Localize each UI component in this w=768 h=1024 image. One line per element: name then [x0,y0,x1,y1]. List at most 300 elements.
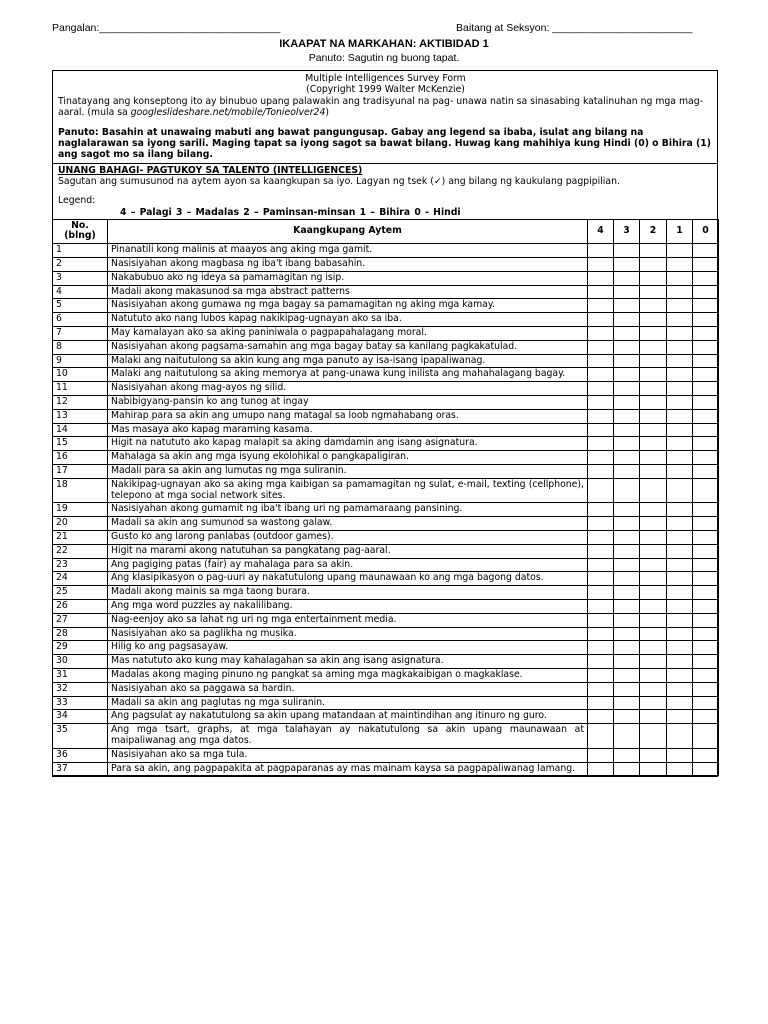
table-row [53,382,719,396]
item-text: Malaki ang naitutulong sa akin kung ang mga panuto ay isa-isang ipapaliwanag. [108,354,588,368]
answer-cell-1[interactable] [667,762,693,776]
survey-table [52,219,719,777]
item-text: Madali akong makasunod sa mga abstract patterns [108,285,588,299]
part-heading: UNANG BAHAGI- PAGTUKOY SA TALENTO (INTELLIGENCES) [58,164,363,176]
item-number: 33 [53,696,108,710]
answer-cell-4[interactable] [588,478,614,503]
answer-cell-2[interactable] [640,530,667,544]
answer-cell-2[interactable] [640,271,667,285]
answer-cell-3[interactable] [614,544,640,558]
table-row [53,627,719,641]
answer-cell-4[interactable] [588,530,614,544]
table-row [53,710,719,724]
item-text: Hilig ko ang pagsasayaw. [108,641,588,655]
answer-cell-0[interactable] [693,627,719,641]
answer-cell-3[interactable] [614,503,640,517]
intro-source: googleslideshare.net/mobile/Tonieolver24 [130,107,326,119]
table-row [53,724,719,749]
answer-cell-4[interactable] [588,437,614,451]
answer-cell-4[interactable] [588,409,614,423]
grade-section-field[interactable]: Baitang at Seksyon: ________________________ [456,22,693,34]
answer-cell-2[interactable] [640,627,667,641]
answer-cell-1[interactable] [667,544,693,558]
item-text: Pinanatili kong malinis at maayos ang aking mga gamit. [108,244,588,258]
answer-cell-4[interactable] [588,762,614,776]
item-text: May kamalayan ako sa aking paniniwala o pagpapahalagang moral. [108,327,588,341]
item-number: 7 [53,327,108,341]
item-number: 21 [53,530,108,544]
answer-cell-2[interactable] [640,572,667,586]
answer-cell-0[interactable] [693,762,719,776]
answer-cell-2[interactable] [640,396,667,410]
answer-cell-3[interactable] [614,641,640,655]
item-text: Ang mga word puzzles ay nakalilibang. [108,599,588,613]
answer-cell-3[interactable] [614,558,640,572]
item-number: 14 [53,423,108,437]
answer-cell-0[interactable] [693,517,719,531]
table-row [53,641,719,655]
answer-cell-0[interactable] [693,258,719,272]
answer-cell-1[interactable] [667,258,693,272]
legend-values: 4 – Palagi 3 – Madalas 2 – Paminsan-minsan 1 – Bihira 0 - Hindi [120,207,461,219]
answer-cell-4[interactable] [588,696,614,710]
table-row [53,340,719,354]
answer-cell-1[interactable] [667,451,693,465]
answer-cell-0[interactable] [693,572,719,586]
answer-cell-2[interactable] [640,244,667,258]
item-number: 5 [53,299,108,313]
answer-cell-0[interactable] [693,368,719,382]
table-row [53,313,719,327]
table-row [53,613,719,627]
answer-cell-4[interactable] [588,271,614,285]
answer-cell-2[interactable] [640,382,667,396]
answer-cell-4[interactable] [588,682,614,696]
answer-cell-4[interactable] [588,340,614,354]
answer-cell-2[interactable] [640,368,667,382]
answer-cell-1[interactable] [667,368,693,382]
answer-cell-2[interactable] [640,437,667,451]
answer-cell-3[interactable] [614,423,640,437]
item-text: Nakabubuo ako ng ideya sa pamamagitan ng isip. [108,271,588,285]
item-number: 16 [53,451,108,465]
item-number: 30 [53,655,108,669]
answer-cell-3[interactable] [614,530,640,544]
answer-cell-0[interactable] [693,437,719,451]
answer-cell-0[interactable] [693,530,719,544]
answer-cell-4[interactable] [588,285,614,299]
answer-cell-2[interactable] [640,682,667,696]
answer-cell-1[interactable] [667,340,693,354]
item-number: 31 [53,668,108,682]
item-number: 22 [53,544,108,558]
answer-cell-1[interactable] [667,327,693,341]
answer-cell-0[interactable] [693,544,719,558]
answer-cell-3[interactable] [614,271,640,285]
answer-cell-0[interactable] [693,586,719,600]
answer-cell-1[interactable] [667,423,693,437]
answer-cell-0[interactable] [693,354,719,368]
table-row [53,368,719,382]
answer-cell-2[interactable] [640,451,667,465]
answer-cell-0[interactable] [693,465,719,479]
table-row [53,244,719,258]
answer-cell-4[interactable] [588,327,614,341]
table-row [53,682,719,696]
item-number: 32 [53,682,108,696]
form-title: Multiple Intelligences Survey Form [305,73,466,84]
answer-cell-0[interactable] [693,503,719,517]
answer-cell-2[interactable] [640,613,667,627]
item-text: Ang klasipikasyon o pag-uuri ay nakatutulong upang maunawaan ko ang mga bagong datos. [108,572,588,586]
item-number: 8 [53,340,108,354]
answer-cell-3[interactable] [614,627,640,641]
answer-cell-1[interactable] [667,517,693,531]
answer-cell-1[interactable] [667,599,693,613]
answer-cell-0[interactable] [693,409,719,423]
item-text: Mahalaga sa akin ang mga isyung ekolohikal o pangkapaligiran. [108,451,588,465]
answer-cell-1[interactable] [667,627,693,641]
answer-cell-4[interactable] [588,710,614,724]
item-text: Madali para sa akin ang lumutas ng mga suliranin. [108,465,588,479]
answer-cell-4[interactable] [588,244,614,258]
answer-cell-0[interactable] [693,682,719,696]
answer-cell-2[interactable] [640,748,667,762]
answer-cell-1[interactable] [667,313,693,327]
answer-cell-2[interactable] [640,327,667,341]
form-intro [58,96,713,119]
item-text: Higit na marami akong natutuhan sa pangkatang pag-aaral. [108,544,588,558]
intro-text: Tinatayang ang konseptong ito ay binubuo upang palawakin ang tradisyunal na pag- unawa natin sa sinasabing katalinuhan ng mga mag-aaral. (mula sa [58,95,703,119]
table-row [53,655,719,669]
answer-cell-1[interactable] [667,285,693,299]
answer-cell-2[interactable] [640,423,667,437]
answer-cell-2[interactable] [640,696,667,710]
answer-cell-1[interactable] [667,682,693,696]
item-text: Nakikipag-ugnayan ako sa aking mga kaibigan sa pamamagitan ng sulat, e-mail, texting (cellphone), telepono at mga social network sites. [108,478,588,503]
answer-cell-3[interactable] [614,451,640,465]
answer-cell-4[interactable] [588,299,614,313]
item-text: Nasisiyahan ako sa paglikha ng musika. [108,627,588,641]
answer-cell-3[interactable] [614,299,640,313]
answer-cell-1[interactable] [667,354,693,368]
answer-cell-1[interactable] [667,478,693,503]
answer-cell-2[interactable] [640,641,667,655]
item-text: Nasisiyahan akong mag-ayos ng silid. [108,382,588,396]
answer-cell-2[interactable] [640,599,667,613]
intro-end: ) [325,107,330,119]
table-row [53,558,719,572]
answer-cell-3[interactable] [614,285,640,299]
answer-cell-4[interactable] [588,724,614,749]
item-text: Nasisiyahan akong magbasa ng iba't ibang babasahin. [108,258,588,272]
item-text: Malaki ang naitutulong sa aking memorya at pang-unawa kung inilista ang mahahalagang bagay. [108,368,588,382]
answer-cell-4[interactable] [588,503,614,517]
item-text: Mas masaya ako kapag maraming kasama. [108,423,588,437]
item-number: 27 [53,613,108,627]
answer-cell-2[interactable] [640,354,667,368]
answer-cell-3[interactable] [614,599,640,613]
page-instruction: Panuto: Sagutin ng buong tapat. [308,52,460,64]
item-text: Nabibigyang-pansin ko ang tunog at ingay [108,396,588,410]
answer-cell-0[interactable] [693,641,719,655]
answer-cell-0[interactable] [693,382,719,396]
answer-cell-1[interactable] [667,271,693,285]
answer-cell-0[interactable] [693,668,719,682]
item-text: Ang pagsulat ay nakatutulong sa akin upang matandaan at maintindihan ang itinuro ng guro. [108,710,588,724]
name-field[interactable]: Pangalan:_______________________________ [52,22,281,34]
answer-cell-0[interactable] [693,655,719,669]
item-text: Natututo ako nang lubos kapag nakikipag-ugnayan ako sa iba. [108,313,588,327]
column-header-no: No. (blng) [53,219,108,244]
answer-cell-1[interactable] [667,503,693,517]
answer-cell-2[interactable] [640,558,667,572]
answer-cell-4[interactable] [588,558,614,572]
answer-cell-0[interactable] [693,478,719,503]
table-row [53,586,719,600]
answer-cell-3[interactable] [614,465,640,479]
answer-cell-3[interactable] [614,437,640,451]
answer-cell-2[interactable] [640,465,667,479]
answer-cell-1[interactable] [667,696,693,710]
answer-cell-0[interactable] [693,313,719,327]
column-header-item: Kaangkupang Aytem [108,219,588,244]
answer-cell-3[interactable] [614,748,640,762]
answer-cell-3[interactable] [614,313,640,327]
answer-cell-2[interactable] [640,724,667,749]
answer-cell-0[interactable] [693,285,719,299]
form-panuto: Panuto: Basahin at unawaing mabuti ang bawat pangungusap. Gabay ang legend sa ibaba, isulat ang bilang na naglalarawan sa iyong sarili. Maging tapat sa iyong sagot sa bawat bilang. Huwag kang mahihiya kung Hindi (0) o Bihira (1) ang sagot mo sa ilang bilang. [58,126,711,161]
answer-cell-1[interactable] [667,641,693,655]
answer-cell-3[interactable] [614,396,640,410]
answer-cell-0[interactable] [693,340,719,354]
item-number: 12 [53,396,108,410]
answer-cell-1[interactable] [667,409,693,423]
answer-cell-2[interactable] [640,503,667,517]
item-number: 1 [53,244,108,258]
answer-cell-0[interactable] [693,244,719,258]
answer-cell-3[interactable] [614,668,640,682]
answer-cell-1[interactable] [667,437,693,451]
item-number: 15 [53,437,108,451]
answer-cell-4[interactable] [588,627,614,641]
answer-cell-0[interactable] [693,327,719,341]
item-number: 37 [53,762,108,776]
item-number: 34 [53,710,108,724]
answer-cell-3[interactable] [614,368,640,382]
table-row [53,327,719,341]
answer-cell-4[interactable] [588,613,614,627]
table-row [53,409,719,423]
answer-cell-2[interactable] [640,299,667,313]
item-number: 18 [53,478,108,503]
item-text: Gusto ko ang larong panlabas (outdoor games). [108,530,588,544]
item-number: 19 [53,503,108,517]
answer-cell-1[interactable] [667,655,693,669]
answer-cell-3[interactable] [614,613,640,627]
item-text: Madali sa akin ang sumunod sa wastong galaw. [108,517,588,531]
answer-cell-1[interactable] [667,724,693,749]
answer-cell-4[interactable] [588,354,614,368]
answer-cell-2[interactable] [640,478,667,503]
answer-cell-0[interactable] [693,599,719,613]
answer-cell-4[interactable] [588,517,614,531]
answer-cell-1[interactable] [667,244,693,258]
answer-cell-3[interactable] [614,517,640,531]
table-row [53,285,719,299]
answer-cell-4[interactable] [588,586,614,600]
answer-cell-0[interactable] [693,724,719,749]
answer-cell-3[interactable] [614,724,640,749]
table-row [53,696,719,710]
answer-cell-2[interactable] [640,517,667,531]
answer-cell-4[interactable] [588,423,614,437]
answer-cell-4[interactable] [588,368,614,382]
table-row [53,271,719,285]
answer-cell-2[interactable] [640,544,667,558]
answer-cell-0[interactable] [693,271,719,285]
table-row [53,396,719,410]
answer-cell-4[interactable] [588,748,614,762]
answer-cell-1[interactable] [667,299,693,313]
item-number: 3 [53,271,108,285]
item-number: 11 [53,382,108,396]
item-text: Nasisiyahan ako sa mga tula. [108,748,588,762]
item-number: 4 [53,285,108,299]
answer-cell-2[interactable] [640,258,667,272]
answer-cell-1[interactable] [667,572,693,586]
column-header-1: 1 [667,219,693,244]
item-text: Nasisiyahan ako sa paggawa sa hardin. [108,682,588,696]
table-row [53,503,719,517]
table-row [53,299,719,313]
answer-cell-0[interactable] [693,423,719,437]
item-number: 29 [53,641,108,655]
answer-cell-3[interactable] [614,655,640,669]
answer-cell-3[interactable] [614,327,640,341]
answer-cell-0[interactable] [693,396,719,410]
answer-cell-3[interactable] [614,258,640,272]
answer-cell-2[interactable] [640,340,667,354]
answer-cell-1[interactable] [667,558,693,572]
answer-cell-3[interactable] [614,572,640,586]
legend-label: Legend: [58,195,96,207]
answer-cell-0[interactable] [693,748,719,762]
answer-cell-1[interactable] [667,530,693,544]
part-instruction: Sagutan ang sumusunod na aytem ayon sa kaangkupan sa iyo. Lagyan ng tsek (✓) ang bilang ng kaukulang pagpipilian. [58,176,620,188]
answer-cell-4[interactable] [588,258,614,272]
answer-cell-4[interactable] [588,313,614,327]
answer-cell-3[interactable] [614,696,640,710]
answer-cell-0[interactable] [693,613,719,627]
answer-cell-4[interactable] [588,655,614,669]
answer-cell-0[interactable] [693,451,719,465]
answer-cell-3[interactable] [614,710,640,724]
table-row [53,544,719,558]
item-text: Nag-eenjoy ako sa lahat ng uri ng mga entertainment media. [108,613,588,627]
table-row [53,423,719,437]
table-row [53,599,719,613]
answer-cell-1[interactable] [667,465,693,479]
item-number: 23 [53,558,108,572]
answer-cell-3[interactable] [614,682,640,696]
answer-cell-1[interactable] [667,396,693,410]
answer-cell-0[interactable] [693,558,719,572]
answer-cell-3[interactable] [614,586,640,600]
table-row [53,354,719,368]
answer-cell-1[interactable] [667,586,693,600]
answer-cell-4[interactable] [588,599,614,613]
answer-cell-3[interactable] [614,354,640,368]
item-number: 28 [53,627,108,641]
answer-cell-2[interactable] [640,586,667,600]
answer-cell-4[interactable] [588,396,614,410]
answer-cell-3[interactable] [614,409,640,423]
answer-cell-2[interactable] [640,409,667,423]
answer-cell-3[interactable] [614,382,640,396]
answer-cell-1[interactable] [667,668,693,682]
answer-cell-1[interactable] [667,613,693,627]
column-header-3: 3 [614,219,640,244]
table-row [53,258,719,272]
answer-cell-2[interactable] [640,313,667,327]
table-row [53,748,719,762]
answer-cell-2[interactable] [640,762,667,776]
column-header-0: 0 [693,219,719,244]
item-text: Nasisiyahan akong gumamit ng iba't ibang uri ng pamamaraang pansining. [108,503,588,517]
answer-cell-2[interactable] [640,285,667,299]
item-text: Ang pagiging patas (fair) ay mahalaga para sa akin. [108,558,588,572]
answer-cell-4[interactable] [588,451,614,465]
answer-cell-4[interactable] [588,544,614,558]
answer-cell-2[interactable] [640,710,667,724]
table-row [53,478,719,503]
survey-form [52,70,718,777]
item-text: Nasisiyahan akong gumawa ng mga bagay sa pamamagitan ng aking mga kamay. [108,299,588,313]
answer-cell-4[interactable] [588,465,614,479]
form-copyright: (Copyright 1999 Walter McKenzie) [306,84,465,96]
item-number: 9 [53,354,108,368]
item-text: Mas natututo ako kung may kahalagahan sa akin ang isang asignatura. [108,655,588,669]
answer-cell-3[interactable] [614,478,640,503]
answer-cell-4[interactable] [588,641,614,655]
table-row [53,762,719,776]
item-text: Madali sa akin ang paglutas ng mga suliranin. [108,696,588,710]
answer-cell-4[interactable] [588,668,614,682]
answer-cell-0[interactable] [693,299,719,313]
answer-cell-4[interactable] [588,382,614,396]
table-row [53,437,719,451]
page-title: IKAAPAT NA MARKAHAN: AKTIBIDAD 1 [279,38,489,50]
answer-cell-2[interactable] [640,655,667,669]
table-row [53,668,719,682]
answer-cell-1[interactable] [667,382,693,396]
answer-cell-1[interactable] [667,748,693,762]
answer-cell-1[interactable] [667,710,693,724]
column-header-2: 2 [640,219,667,244]
table-row [53,572,719,586]
answer-cell-0[interactable] [693,696,719,710]
answer-cell-4[interactable] [588,572,614,586]
table-row [53,451,719,465]
answer-cell-0[interactable] [693,710,719,724]
answer-cell-3[interactable] [614,340,640,354]
item-number: 13 [53,409,108,423]
answer-cell-2[interactable] [640,668,667,682]
item-text: Mahirap para sa akin ang umupo nang matagal sa loob ngmahabang oras. [108,409,588,423]
answer-cell-3[interactable] [614,244,640,258]
answer-cell-3[interactable] [614,762,640,776]
